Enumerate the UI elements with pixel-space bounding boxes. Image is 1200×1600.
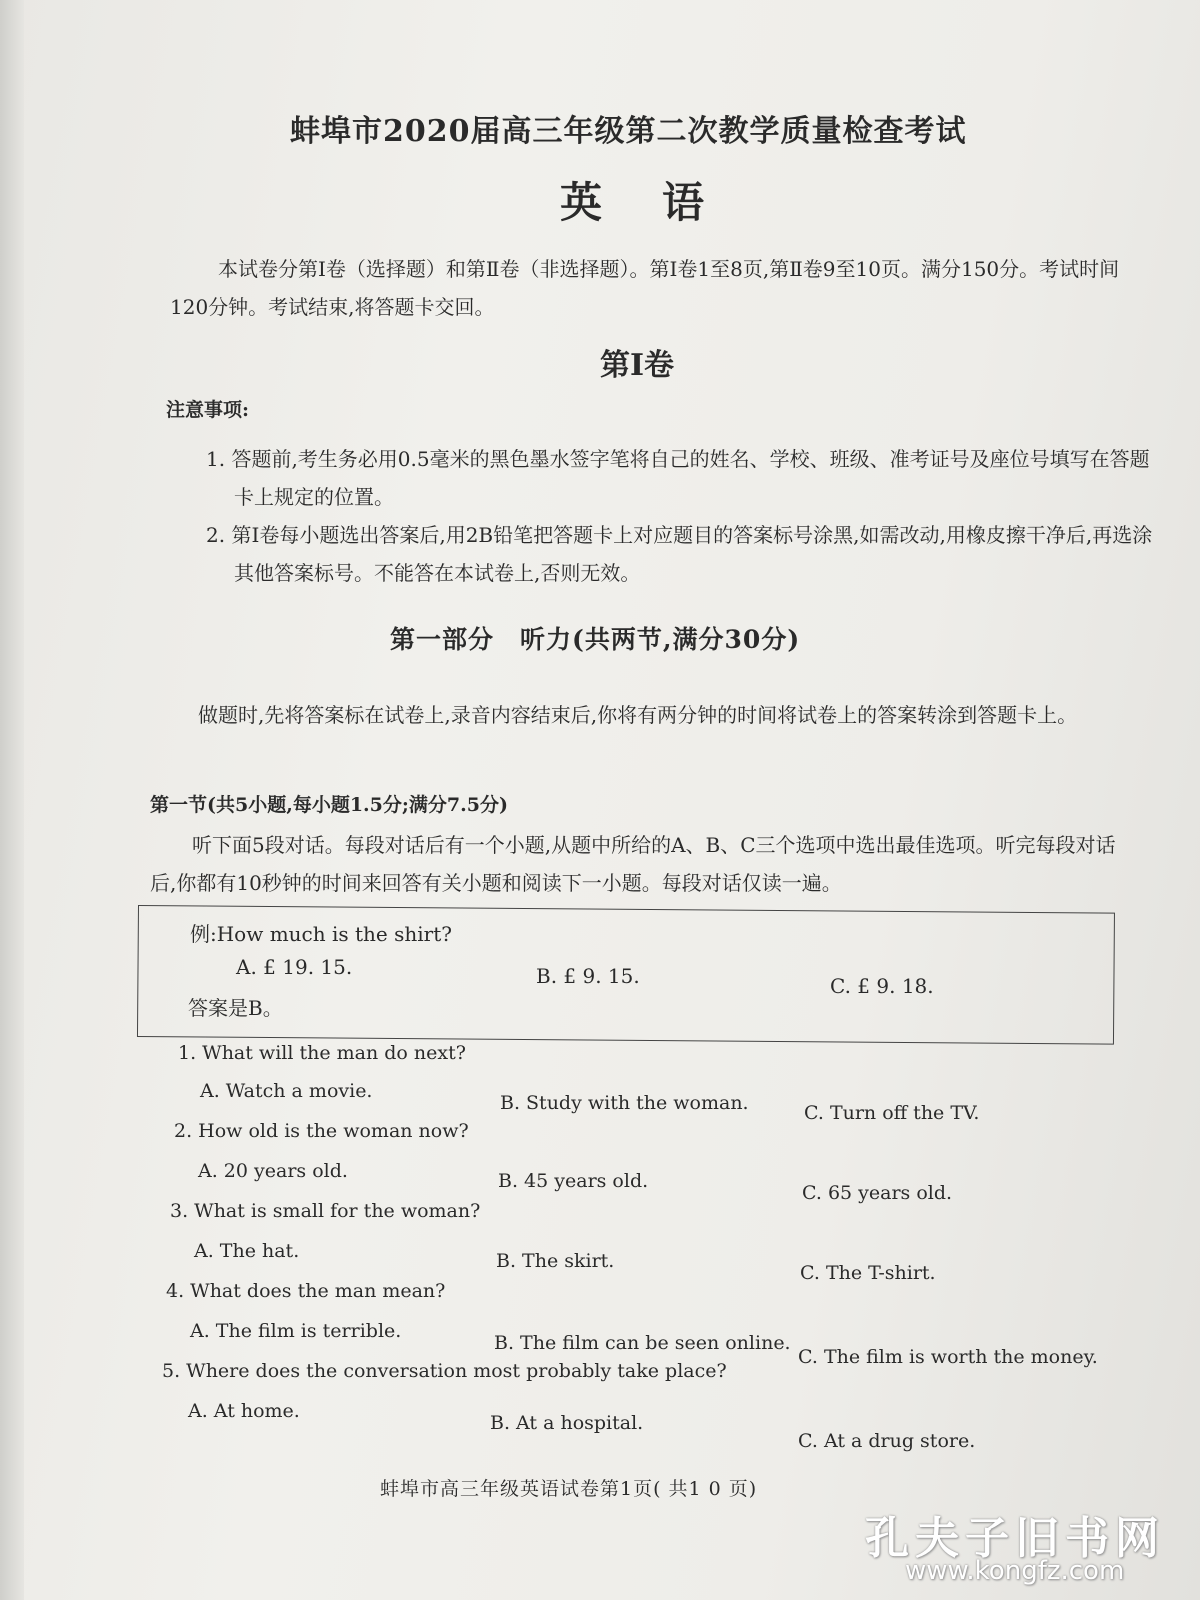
subject-title: 英语 — [560, 178, 765, 227]
q4-option-a: A. The film is terrible. — [190, 1320, 402, 1342]
q4-option-c: C. The film is worth the money. — [798, 1346, 1098, 1368]
question-5: 5. Where does the conversation most probably take place? — [162, 1360, 727, 1382]
note-item-1: 1. 答题前,考生务必用0.5毫米的黑色墨水签字笔将自己的姓名、学校、班级、准考证号及座位号填写在答题卡上规定的位置。 — [206, 447, 1150, 509]
section-instruction: 听下面5段对话。每段对话后有一个小题,从题中所给的A、B、C三个选项中选出最佳选项。听完每段对话后,你都有10秒钟的时间来回答有关小题和阅读下一小题。每段对话仅读一遍。 — [150, 833, 1116, 895]
notes-title: 注意事项: — [166, 399, 250, 421]
question-3: 3. What is small for the woman? — [170, 1200, 481, 1222]
q5-option-b: B. At a hospital. — [490, 1412, 644, 1434]
q1-option-c: C. Turn off the TV. — [804, 1102, 980, 1124]
q5-option-a: A. At home. — [188, 1400, 300, 1422]
page-footer: 蚌埠市高三年级英语试卷第1页( 共1 0 页) — [380, 1478, 758, 1500]
q1-option-b: B. Study with the woman. — [500, 1092, 749, 1114]
q2-option-b: B. 45 years old. — [498, 1170, 649, 1192]
note-item-2: 2. 第Ⅰ卷每小题选出答案后,用2B铅笔把答题卡上对应题目的答案标号涂黑,如需改动,用橡皮擦干净后,再选涂其他答案标号。不能答在本试卷上,否则无效。 — [206, 523, 1153, 585]
example-option-a: A. £ 19. 15. — [236, 955, 353, 979]
example-option-b: B. £ 9. 15. — [536, 964, 640, 988]
exam-title: 蚌埠市2020届高三年级第二次教学质量检查考试 — [290, 114, 967, 149]
part-title: 第一部分 听力(共两节,满分30分) — [390, 625, 801, 654]
q1-option-a: A. Watch a movie. — [200, 1080, 373, 1102]
q5-option-c: C. At a drug store. — [798, 1430, 976, 1452]
paper-edge — [0, 0, 24, 1600]
example-answer: 答案是B。 — [188, 996, 283, 1020]
q2-option-a: A. 20 years old. — [198, 1160, 348, 1182]
exam-intro: 本试卷分第Ⅰ卷（选择题）和第Ⅱ卷（非选择题）。第Ⅰ卷1至8页,第Ⅱ卷9至10页。满分150分。考试时间120分钟。考试结束,将答题卡交回。 — [170, 257, 1120, 319]
part-instruction: 做题时,先将答案标在试卷上,录音内容结束后,你将有两分钟的时间将试卷上的答案转涂到答题卡上。 — [198, 703, 1078, 727]
volume-title: 第Ⅰ卷 — [600, 348, 675, 383]
q3-option-c: C. The T-shirt. — [800, 1262, 936, 1284]
watermark-logo: 孔夫子旧书网 — [865, 1513, 1165, 1564]
example-option-c: C. £ 9. 18. — [830, 974, 934, 998]
question-1: 1. What will the man do next? — [178, 1042, 466, 1064]
question-2: 2. How old is the woman now? — [174, 1120, 469, 1142]
question-4: 4. What does the man mean? — [166, 1280, 446, 1302]
q2-option-c: C. 65 years old. — [802, 1182, 953, 1204]
q3-option-a: A. The hat. — [194, 1240, 300, 1262]
q4-option-b: B. The film can be seen online. — [494, 1332, 791, 1354]
section-title: 第一节(共5小题,每小题1.5分;满分7.5分) — [150, 794, 508, 816]
watermark-url: www.kongfz.com — [905, 1556, 1125, 1586]
q3-option-b: B. The skirt. — [496, 1250, 615, 1272]
example-question: 例:How much is the shirt? — [190, 922, 452, 946]
